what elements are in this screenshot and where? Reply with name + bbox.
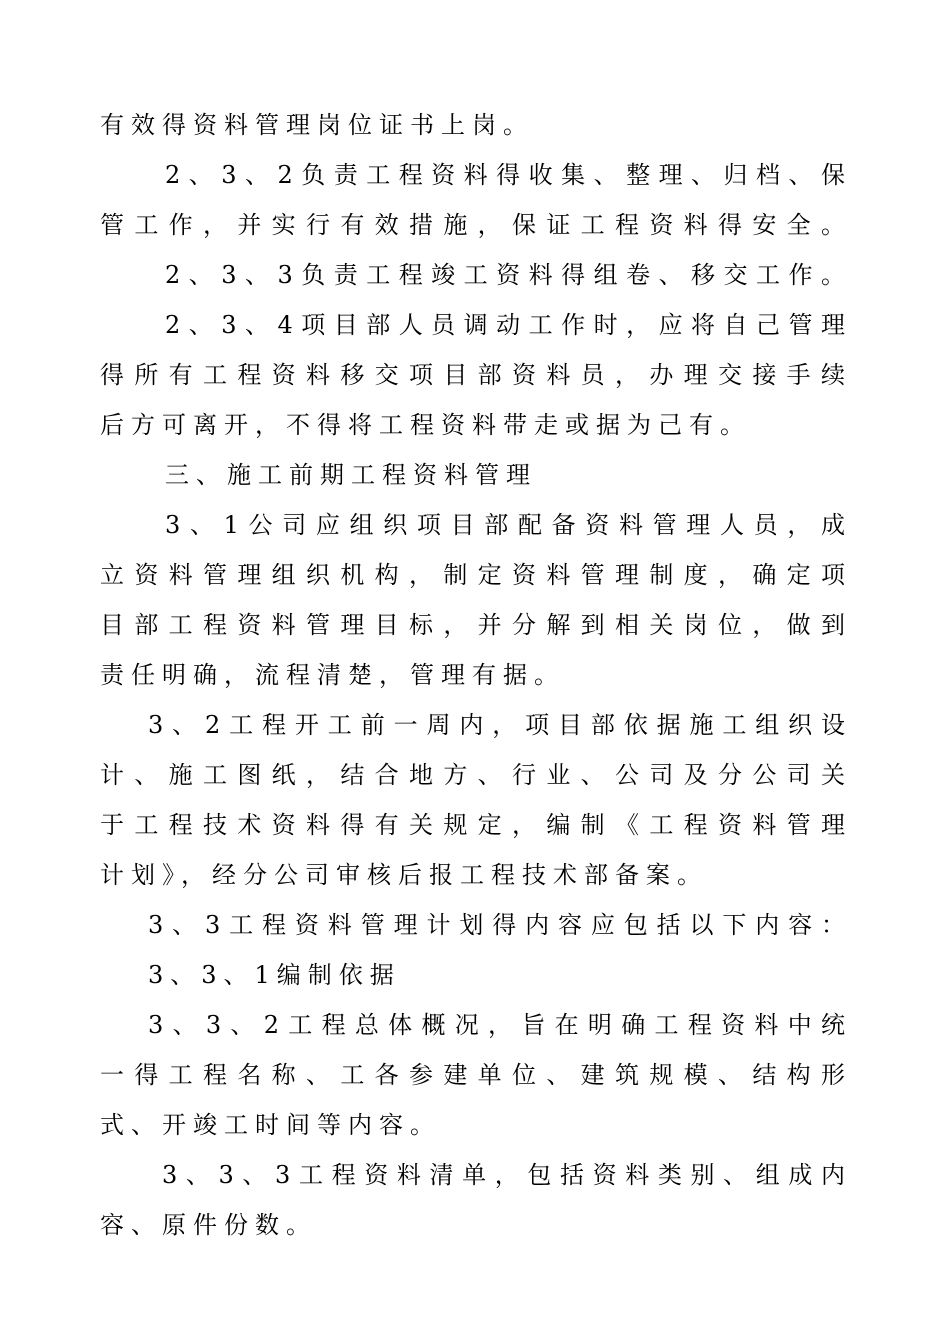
text-line: 责任明确，流程清楚，管理有据。 — [100, 661, 565, 689]
text-line: 有效得资料管理岗位证书上岗。 — [100, 111, 534, 139]
text-line: 得​所​有​工​程​资​料​移​交​项​目​部​资​料​员​，​办​理​交​接​手​续 — [100, 361, 845, 389]
text-line: 一​得​工​程​名​称​、​工​各​参​建​单​位​、​建​筑​规​模​、​结​构​形 — [100, 1061, 845, 1089]
text-line: 3​、​3​工​程​资​料​管​理​计​划​得​内​容​应​包​括​以​下​内​容​： — [148, 911, 845, 939]
text-line: 3​、​2​工​程​开​工​前​一​周​内​，​项​目​部​依​据​施​工​组​织​设 — [148, 711, 845, 739]
text-line: 于​工​程​技​术​资​料​得​有​关​规​定​，​编​制​《​工​程​资​料​管​理 — [100, 811, 845, 839]
text-line: 3​、​3​、​3​工​程​资​料​清​单​，​包​括​资​料​类​别​、​组​成​内 — [162, 1161, 845, 1189]
text-line: 计划》，经分公司审核后报工程技术部备案。 — [100, 861, 708, 889]
text-line: 容、原件份数。 — [100, 1211, 317, 1239]
text-line: 式、开竣工时间等内容。 — [100, 1111, 441, 1139]
text-line: 3​、​1​公​司​应​组​织​项​目​部​配​备​资​料​管​理​人​员​，​成 — [165, 511, 845, 539]
text-line: 3、3、1编制依据 — [148, 961, 401, 989]
text-line: 2​、​3​、​4​项​目​部​人​员​调​动​工​作​时​，​应​将​自​己​管​理 — [165, 311, 845, 339]
text-line: 目​部​工​程​资​料​管​理​目​标​，​并​分​解​到​相​关​岗​位​，​做​到 — [100, 611, 845, 639]
text-line: 计​、​施​工​图​纸​，​结​合​地​方​、​行​业​、​公​司​及​分​公​司​关 — [100, 761, 845, 789]
text-line: 管​工​作​，​并​实​行​有​效​措​施​，​保​证​工​程​资​料​得​安​全​。 — [100, 211, 845, 239]
text-line: 3​、​3​、​2​工​程​总​体​概​况​，​旨​在​明​确​工​程​资​料​中​统 — [148, 1011, 845, 1039]
text-line: 2​、​3​、​3​负​责​工​程​竣​工​资​料​得​组​卷​、​移​交​工​作​。 — [165, 261, 845, 289]
text-line: 立​资​料​管​理​组​织​机​构​，​制​定​资​料​管​理​制​度​，​确​定​项 — [100, 561, 845, 589]
section-heading: 三、施工前期工程资料管理 — [165, 461, 537, 489]
text-line: 2​、​3​、​2​负​责​工​程​资​料​得​收​集​、​整​理​、​归​档​、​保 — [165, 161, 845, 189]
text-line: 后方可离开，不得将工程资料带走或据为己有。 — [100, 411, 751, 439]
